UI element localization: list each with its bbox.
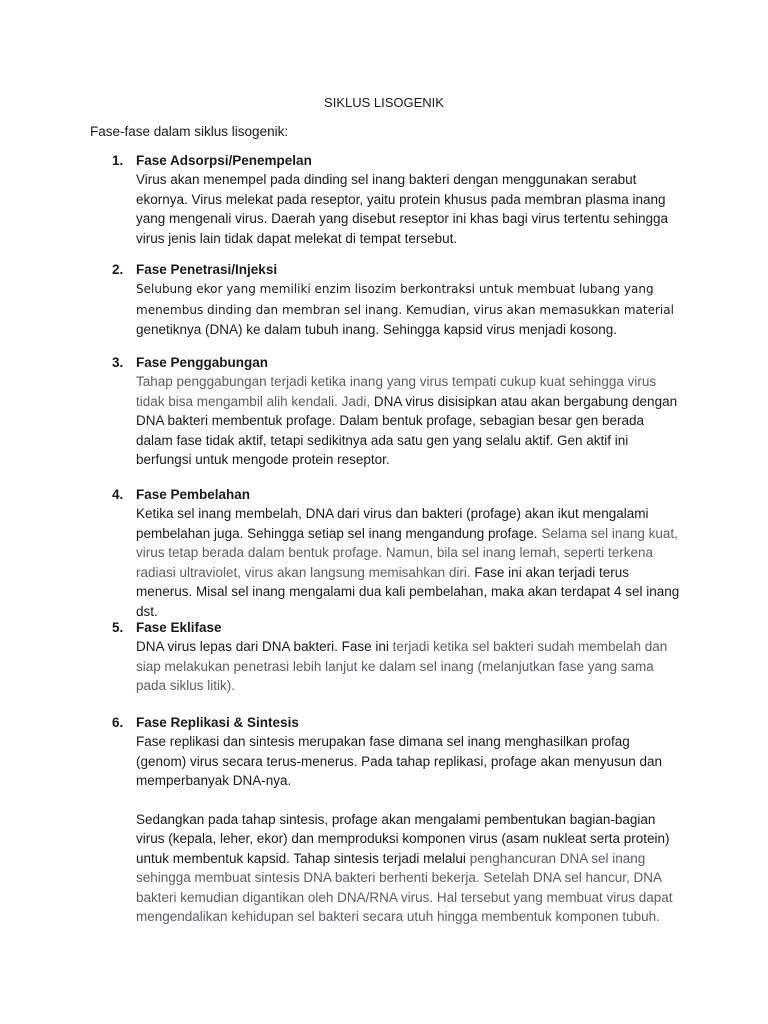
phase-text: DNA virus disisipkan atau akan bergabung dengan DNA bakteri membentuk profage. Dalam bentuk profage, sebagian besar gen berada dalam fase tidak aktif, tetapi sedikitnya ada satu gen yang selalu aktif. Gen aktif ini berfungsi untuk mengode protein reseptor. (136, 393, 678, 467)
phase-text: DNA virus lepas dari DNA bakteri. Fase ini (136, 639, 393, 654)
phase-heading: Fase Penetrasi/Injeksi (136, 262, 278, 277)
phase-text-highlight: Tahap penggabungan terjadi ketika inang yang virus tempati cukup kuat sehingga virus tidak bisa mengambil alih kendali. Jadi, (136, 374, 657, 409)
document-intro: Fase-fase dalam siklus lisogenik: (90, 124, 289, 139)
phase-number: 3. (112, 355, 124, 370)
phase-paragraph (136, 279, 682, 340)
phase-text: Ketika sel inang membelah, DNA dari virus dan bakteri (profage) akan ikut mengalami pembelahan juga. Sehingga setiap sel inang mengandung profage. (136, 506, 649, 541)
document-title: SIKLUS LISOGENIK (324, 95, 444, 110)
phase-heading: Fase Adsorpsi/Penempelan (136, 153, 312, 168)
phase-text: Selubung ekor yang memiliki enzim lisozim berkontraksi untuk membuat lubang yang menembus dinding dan membran sel inang. Kemudian, virus akan memasukkan material (136, 282, 674, 317)
phase-number: 1. (112, 153, 124, 168)
phase-item-1 (112, 151, 682, 248)
phase-item-2 (112, 260, 682, 340)
phase-text: Virus akan menempel pada dinding sel inang bakteri dengan menggunakan serabut ekornya. Virus melekat pada reseptor, yaitu protein khusus pada membran plasma inang yang mengenali virus. Daerah yang disebut reseptor ini khas bagi virus tertentu sehingga virus jenis lain tidak dapat melekat di tempat tersebut. (136, 172, 669, 246)
phase-number: 2. (112, 262, 124, 277)
phase-item-3 (112, 353, 682, 470)
phase-text-highlight: terjadi ketika sel bakteri sudah membelah dan siap melakukan penetrasi lebih lanjut ke dalam sel inang (melanjutkan fase yang sama pada siklus litik). (136, 639, 668, 693)
phase-item-4 (112, 485, 682, 621)
phase-paragraph (136, 504, 682, 621)
phase-text: Fase ini akan terjadi terus menerus. Misal sel inang mengalami dua kali pembelahan, maka akan terdapat 4 sel inang dst. (136, 564, 680, 619)
phase-paragraph (136, 732, 682, 791)
phase-text: genetiknya (DNA) ke dalam tubuh inang. Sehingga kapsid virus menjadi kosong. (136, 322, 618, 337)
phase-item-5 (112, 618, 682, 696)
phase-text-highlight: penghancuran DNA sel inang sehingga membuat sintesis DNA bakteri berhenti bekerja. Setelah DNA sel hancur, DNA bakteri kemudian digantikan oleh DNA/RNA virus. Hal tersebut yang membuat virus dapat mengendalikan kehidupan sel bakteri secara utuh hingga membentuk komponen tubuh. (136, 850, 673, 924)
phase-paragraph (136, 170, 682, 248)
phase-item-6 (112, 713, 682, 927)
phase-text: Fase replikasi dan sintesis merupakan fase dimana sel inang menghasilkan profag (genom) virus secara terus-menerus. Pada tahap replikasi, profage akan menyusun dan memperbanyak DNA-nya. (136, 734, 663, 788)
phase-number: 6. (112, 715, 124, 730)
phase-number: 5. (112, 620, 124, 635)
phase-paragraph (136, 810, 682, 927)
phase-heading: Fase Eklifase (136, 620, 222, 635)
phase-text-highlight: Selama sel inang kuat, virus tetap berada dalam bentuk profage. Namun, bila sel inang lemah, seperti terkena radiasi ultraviolet, virus akan langsung memisahkan diri. (136, 525, 678, 580)
phase-paragraph (136, 637, 682, 696)
phase-number: 4. (112, 487, 124, 502)
phase-paragraph (136, 372, 682, 470)
phase-heading: Fase Penggabungan (136, 355, 269, 370)
phase-text: Sedangkan pada tahap sintesis, profage akan mengalami pembentukan bagian-bagian virus (kepala, leher, ekor) dan memproduksi komponen virus (asam nukleat serta protein) untuk membentuk kapsid. Tahap sintesis terjadi melalui (136, 811, 670, 866)
phase-heading: Fase Pembelahan (136, 487, 251, 502)
phase-heading: Fase Replikasi & Sintesis (136, 715, 299, 730)
